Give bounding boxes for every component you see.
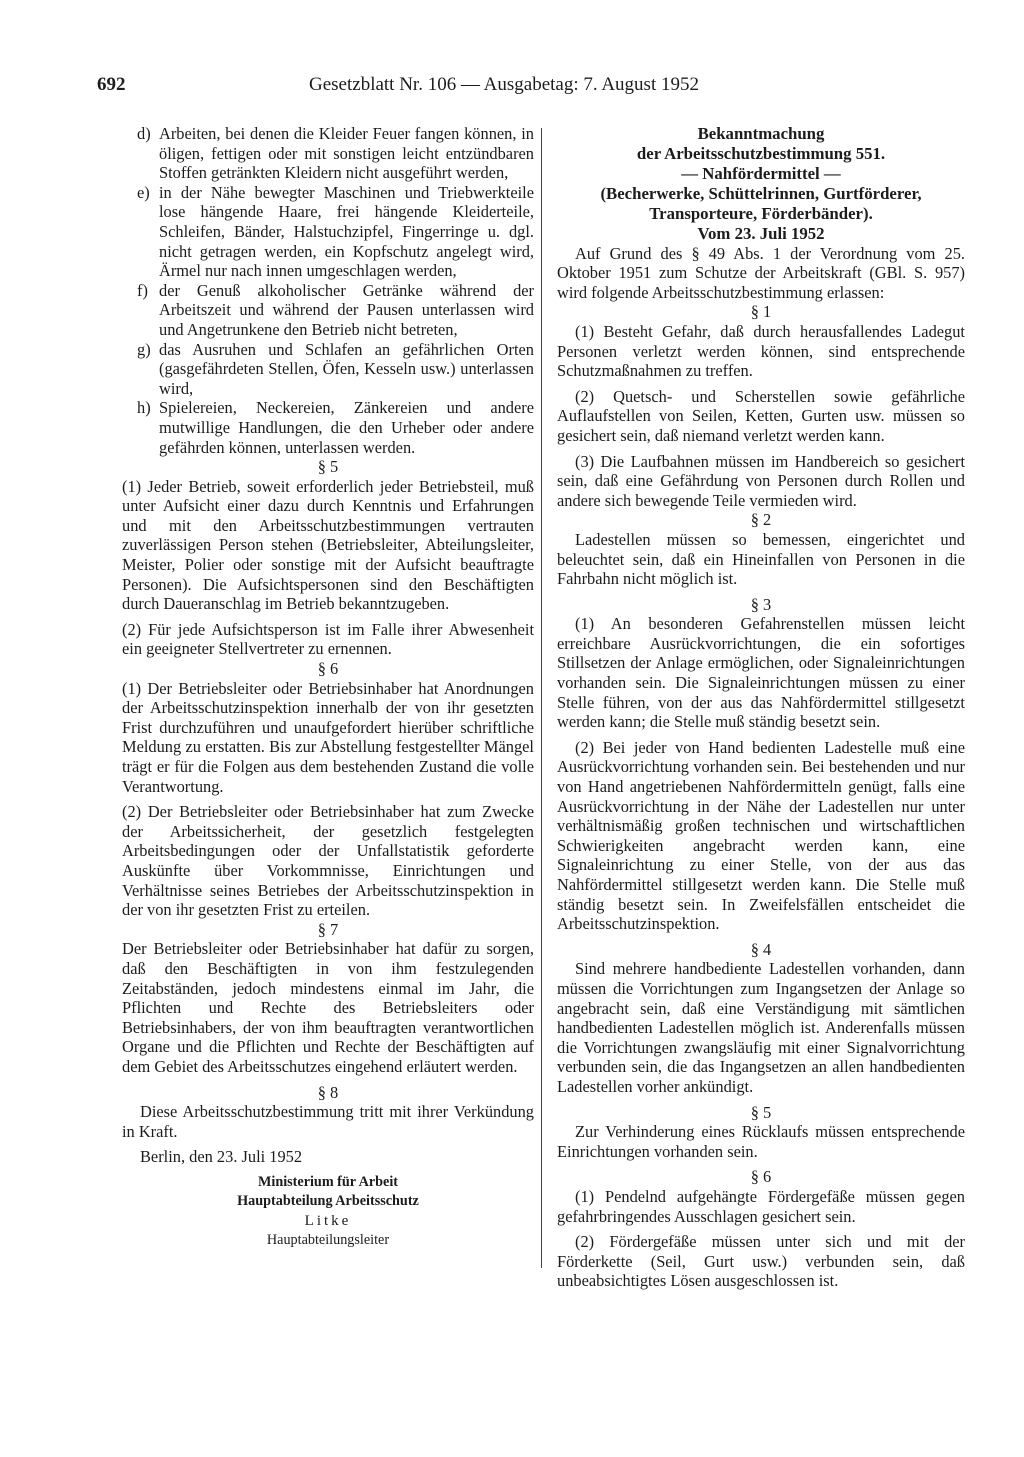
paragraph: (2) Fördergefäße müssen unter sich und mit der Förderkette (Seil, Gurt usw.) verbunden sein, daß unbeabsichtigtes Lösen ausgeschlossen ist. — [557, 1232, 965, 1291]
paragraph: (1) Der Betriebsleiter oder Betriebsinhaber hat Anordnungen der Arbeitsschutzinspektion innerhalb der von ihr gesetzten Frist durchzuführen und unaufgefordert hierüber schriftliche Meldung zu erstatten. Bis zur Abstellung festgestellter Mängel trägt er für die Folgen aus dem bestehenden Zustand die volle Verantwortung. — [122, 678, 534, 796]
signature-department: Hauptabteilung Arbeitsschutz — [237, 1192, 419, 1209]
paragraph: (1) An besonderen Gefahrenstellen müssen leicht erreichbare Ausrückvorrichtungen, die ein sofortiges Stillsetzen der Anlage ermöglichen, oder Signaleinrichtungen vorhanden sein. Die Signaleinrichtungen müssen zu einer Stelle führen, von der aus das Nahfördermittel stillgesetzt werden kann; die Stelle muß ständig besetzt sein. — [557, 614, 965, 732]
list-item — [122, 183, 534, 281]
column-divider — [541, 128, 542, 1268]
section-heading: § 6 — [750, 1167, 772, 1187]
item-text: in der Nähe bewegter Maschinen und Triebwerkteile lose hängende Haare, frei hängende Kleiderteile, Schleifen, Bänder, Halstuchzipfel, Fingerringe u. dgl. nicht getragen werden, ein Kopfschutz angelegt wird, Ärmel nur nach innen umgeschlagen werden, — [159, 182, 534, 281]
item-label: h) — [137, 398, 151, 418]
announcement-title-line: der Arbeitsschutzbestimmung 551. — [636, 144, 886, 163]
announcement-title-line: — Nahfördermittel — — [681, 164, 841, 183]
paragraph: Diese Arbeitsschutzbestimmung tritt mit ihrer Verkündung in Kraft. — [122, 1102, 534, 1141]
section-heading: § 3 — [750, 594, 772, 614]
list-item — [122, 124, 534, 183]
paragraph: (1) Pendelnd aufgehängte Fördergefäße müssen gegen gefahrbringendes Ausschlagen gesichert sein. — [557, 1186, 965, 1226]
paragraph: Der Betriebsleiter oder Betriebsinhaber hat dafür zu sorgen, daß den Beschäftigten in von ihm festzulegenden Zeitabständen, jedoch mindestens einmal im Jahr, die Pflichten und Rechte des Betriebsleiters oder Betriebsinhabers, der von ihm beauftragten verantwortlichen Organe und die Pflichten und Rechte der Beschäftigten auf dem Gebiet des Arbeitsschutzes eingehend erläutert werden. — [122, 939, 534, 1076]
list-item — [122, 340, 534, 399]
place-date: Berlin, den 23. Juli 1952 — [140, 1147, 303, 1167]
paragraph: Zur Verhinderung eines Rücklaufs müssen entsprechende Einrichtungen vorhanden sein. — [557, 1122, 965, 1161]
announcement-title-line: (Becherwerke, Schüttelrinnen, Gurtförderer, — [600, 184, 922, 203]
signature-role: Hauptabteilungsleiter — [266, 1231, 390, 1248]
paragraph: (3) Die Laufbahnen müssen im Handbereich so gesichert sein, daß eine Gefährdung von Personen durch Rollen und andere sich bewegende Teile vermieden wird. — [557, 451, 965, 510]
paragraph: (2) Für jede Aufsichtsperson ist im Falle ihrer Abwesenheit ein geeigneter Stellvertreter zu ernennen. — [122, 619, 534, 659]
announcement-date: Vom 23. Juli 1952 — [697, 224, 825, 243]
item-label: d) — [137, 124, 151, 143]
list-item — [122, 398, 534, 457]
section-heading: § 4 — [750, 939, 772, 959]
section-heading: § 8 — [317, 1082, 339, 1102]
page-number: 692 — [97, 74, 126, 95]
item-text: das Ausruhen und Schlafen an gefährlichen Orten (gasgefährdeten Stellen, Öfen, Kesseln usw.) unterlassen wird, — [159, 339, 534, 398]
item-label: e) — [137, 182, 150, 202]
paragraph: Sind mehrere handbediente Ladestellen vorhanden, dann müssen die Vorrichtungen zum Ingangsetzen der Anlage so angebracht sein, daß eine Verständigung mit sämtlichen handbedienten Ladestellen möglich ist. Anderenfalls müssen die Vorrichtungen zwangsläufig mit einer Signalvorrichtung verbunden sein, die das Ingangsetzen an allen handbedienten Ladestellen vorher ankündigt. — [557, 959, 965, 1096]
item-text: Arbeiten, bei denen die Kleider Feuer fangen können, in öligen, fettigen oder mit sonstigen leicht entzündbaren Stoffen getränkten Kleidern nicht ausgeführt werden, — [159, 124, 534, 183]
paragraph: (1) Jeder Betrieb, soweit erforderlich jeder Betriebsteil, muß unter Aufsicht einer dazu durch Kenntnis und Erfahrungen und mit den Arbeitsschutzbestimmungen vertrauten zuverlässigen Person stehen (Betriebsleiter, Abteilungsleiter, Meister, Polier oder sonstige mit der Aufsicht beauftragte Personen). Die Aufsichtspersonen sind den Beschäftigten durch Daueranschlag im Betrieb bekanntzugeben. — [122, 476, 534, 614]
section-heading: § 1 — [750, 302, 772, 322]
announcement-title-line: Bekanntmachung — [697, 124, 825, 143]
section-heading: § 5 — [750, 1102, 772, 1122]
section-heading: § 6 — [317, 659, 339, 679]
intro-paragraph: Auf Grund des § 49 Abs. 1 der Verordnung vom 25. Oktober 1951 zum Schutze der Arbeitskraft (GBl. S. 957) wird folgende Arbeitsschutzbestimmung erlassen: — [557, 243, 965, 302]
signature-ministry: Ministerium für Arbeit — [257, 1173, 399, 1190]
announcement-title-line: Transporteure, Förderbänder). — [649, 204, 873, 223]
running-title: Gesetzblatt Nr. 106 — Ausgabetag: 7. August 1952 — [309, 74, 699, 95]
list-item — [122, 281, 534, 340]
left-column — [122, 124, 534, 1250]
page-header — [97, 74, 947, 98]
paragraph: (2) Der Betriebsleiter oder Betriebsinhaber hat zum Zwecke der Arbeitssicherheit, der gesetzlich festgelegten Arbeitsbedingungen oder der Unfallstatistik geforderte Auskünfte über Vorkommnisse, Einrichtungen und Verhältnisse seines Betriebes der Arbeitsschutzinspektion in der von ihr gesetzten Frist zu erteilen. — [122, 802, 534, 920]
paragraph: (2) Bei jeder von Hand bedienten Ladestelle muß eine Ausrückvorrichtung vorhanden sein. Bei bestehenden und nur von Hand angetriebenen Nahfördermitteln genügt, falls eine Ausrückvorrichtung in der Nähe der Ladestellen nur unter verhältnismäßig großen technischen und wirtschaftlichen Schwierigkeiten angebracht werden kann, eine Signaleinrichtung zu einer Stelle, von der aus das Nahfördermittel stillgesetzt werden kann. Die Stelle muß ständig besetzt sein. In Zweifelsfällen entscheidet die Arbeitsschutzinspektion. — [557, 737, 965, 934]
item-label: g) — [137, 339, 151, 359]
paragraph: (1) Besteht Gefahr, daß durch herausfallendes Ladegut Personen verletzt werden können, sind entsprechende Schutzmaßnahmen zu treffen. — [557, 321, 965, 381]
signature-name: Litke — [304, 1212, 352, 1229]
section-heading: § 7 — [317, 919, 339, 939]
section-heading: § 2 — [750, 510, 772, 530]
item-label: f) — [137, 280, 148, 300]
right-column — [557, 124, 965, 1291]
item-text: der Genuß alkoholischer Getränke während der Arbeitszeit und während der Pausen unterlassen wird und Angetrunkene den Betrieb nicht betreten, — [159, 280, 534, 339]
paragraph: (2) Quetsch- und Scherstellen sowie gefährliche Auflaufstellen von Seilen, Ketten, Gurten usw. müssen so gesichert sein, daß niemand verletzt werden kann. — [557, 386, 965, 445]
section-heading: § 5 — [317, 457, 339, 477]
item-text: Spielereien, Neckereien, Zänkereien und andere mutwillige Handlungen, die den Urheber oder andere gefährden können, unterlassen werden. — [159, 398, 534, 457]
paragraph: Ladestellen müssen so bemessen, eingerichtet und beleuchtet sein, daß ein Hineinfallen von Personen in die Fahrbahn nicht möglich ist. — [557, 529, 965, 589]
